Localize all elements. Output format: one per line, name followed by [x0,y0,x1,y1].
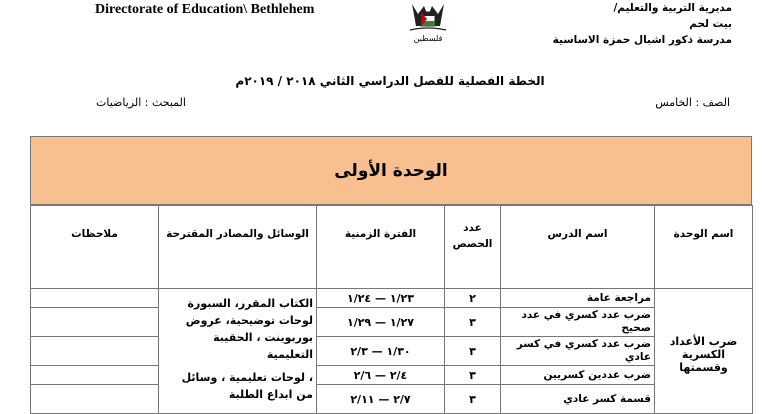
plan-title: الخطة الفصلية للفصل الدراسي الثاني ٢٠١٨ / ٢٠١٩م [235,74,545,88]
unit-name-cell: ضرب الأعداد الكسرية وقسمتها [655,289,753,414]
resources-line: الكتاب المقرر، السبورة [187,297,313,310]
table-row [31,308,753,337]
period-time-cell: ١/٣٠ — ٢/٣ [317,337,445,366]
subject-label: المبحث : الرياضيات [96,96,186,109]
period-time-cell: ٢/٤ — ٢/٦ [317,366,445,385]
lesson-cell: ضرب عددين كسريين [501,366,655,385]
resources-line: ، لوحات تعليمية ، وسائل [181,371,313,384]
table-header-row [31,206,753,289]
resources-line: التعليمية [266,348,313,361]
periods-cell: ٣ [445,385,501,414]
periods-cell: ٣ [445,366,501,385]
table-row [31,337,753,366]
palestine-emblem-icon [398,0,458,44]
notes-cell [31,289,159,308]
notes-cell [31,308,159,337]
header-unit-name: اسم الوحدة [655,206,753,289]
resources-line: لوحات توضيحية، عروض [185,314,313,327]
notes-cell [31,385,159,414]
lesson-cell: مراجعة عامة [501,289,655,308]
resources-line: من ابداع الطلبة [228,388,313,401]
lesson-cell: ضرب عدد كسري في كسر عادي [501,337,655,366]
header-line-school: مدرسة ذكور اشبال حمزة الاساسية [552,34,732,46]
lesson-cell: ضرب عدد كسري في عدد صحيح [501,308,655,337]
emblem-caption: فلسطين [413,34,443,43]
directorate-title-ar [512,0,732,48]
header-line-city: بيت لحم [689,18,732,30]
header-notes: ملاحظات [31,206,159,289]
directorate-title-en: Directorate of Education\ Bethlehem [95,2,315,17]
periods-cell: ٣ [445,308,501,337]
table-row [31,385,753,414]
periods-cell: ٢ [445,289,501,308]
resources-cell [159,289,317,414]
period-time-cell: ٢/٧ — ٢/١١ [317,385,445,414]
header-periods: عدد الحصص [445,206,501,289]
lesson-cell: قسمة كسر عادي [501,385,655,414]
grade-label: الصف : الخامس [655,96,730,109]
header-period-time: الفترة الزمنية [317,206,445,289]
table-row [31,289,753,308]
header-line-directorate: مديرية التربية والتعليم/ [613,2,732,14]
periods-cell: ٣ [445,337,501,366]
header-resources: الوسائل والمصادر المقترحة [159,206,317,289]
notes-cell [31,366,159,385]
header-lesson-name: اسم الدرس [501,206,655,289]
resources-line: بوربوينت ، الحقيبة [213,331,313,344]
unit-title-band: الوحدة الأولى [30,136,752,205]
notes-cell [31,337,159,366]
plan-table [30,205,753,414]
table-row [31,366,753,385]
period-time-cell: ١/٢٣ — ١/٢٤ [317,289,445,308]
period-time-cell: ١/٢٧ — ١/٢٩ [317,308,445,337]
